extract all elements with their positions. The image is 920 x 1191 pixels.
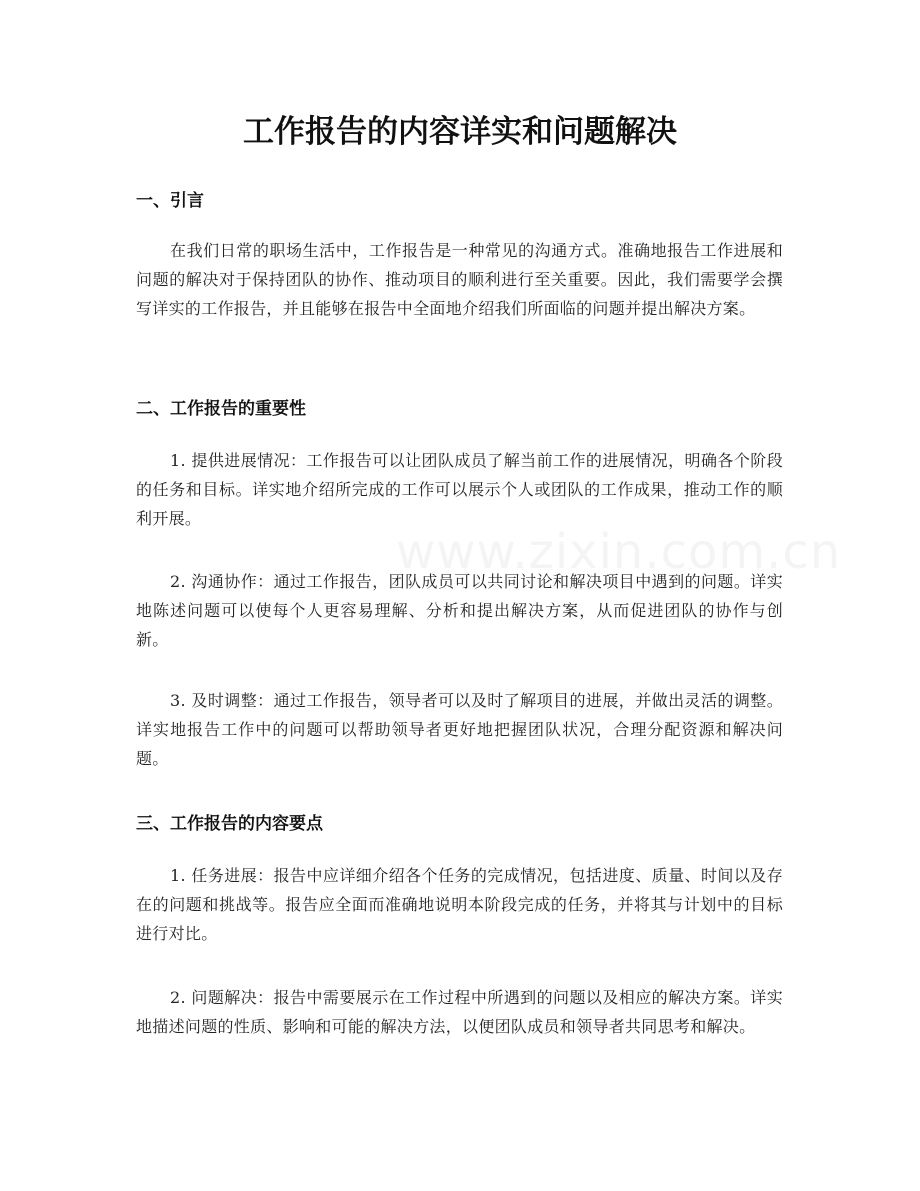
section-heading-introduction: 一、引言	[136, 191, 204, 211]
section-heading-content-points: 三、工作报告的内容要点	[136, 814, 323, 834]
section-heading-importance: 二、工作报告的重要性	[136, 399, 306, 419]
paragraph-importance-1: 1. 提供进展情况：工作报告可以让团队成员了解当前工作的进展情况，明确各个阶段的任务和目标。详实地介绍所完成的工作可以展示个人或团队的工作成果，推动工作的顺利开展。	[136, 451, 783, 528]
paragraph-introduction: 在我们日常的职场生活中，工作报告是一种常见的沟通方式。准确地报告工作进展和问题的解决对于保持团队的协作、推动项目的顺利进行至关重要。因此，我们需要学会撰写详实的工作报告，并且能够在报告中全面地介绍我们所面临的问题并提出解决方案。	[136, 241, 783, 318]
paragraph-importance-2: 2. 沟通协作：通过工作报告，团队成员可以共同讨论和解决项目中遇到的问题。详实地陈述问题可以使每个人更容易理解、分析和提出解决方案，从而促进团队的协作与创新。	[136, 572, 783, 649]
paragraph-content-points-2: 2. 问题解决：报告中需要展示在工作过程中所遇到的问题以及相应的解决方案。详实地描述问题的性质、影响和可能的解决方法，以便团队成员和领导者共同思考和解决。	[136, 988, 783, 1036]
document-title: 工作报告的内容详实和问题解决	[243, 114, 677, 150]
paragraph-importance-3: 3. 及时调整：通过工作报告，领导者可以及时了解项目的进展，并做出灵活的调整。详实地报告工作中的问题可以帮助领导者更好地把握团队状况，合理分配资源和解决问题。	[136, 691, 783, 768]
paragraph-content-points-1: 1. 任务进展：报告中应详细介绍各个任务的完成情况，包括进度、质量、时间以及存在的问题和挑战等。报告应全面而准确地说明本阶段完成的任务，并将其与计划中的目标进行对比。	[136, 866, 783, 943]
